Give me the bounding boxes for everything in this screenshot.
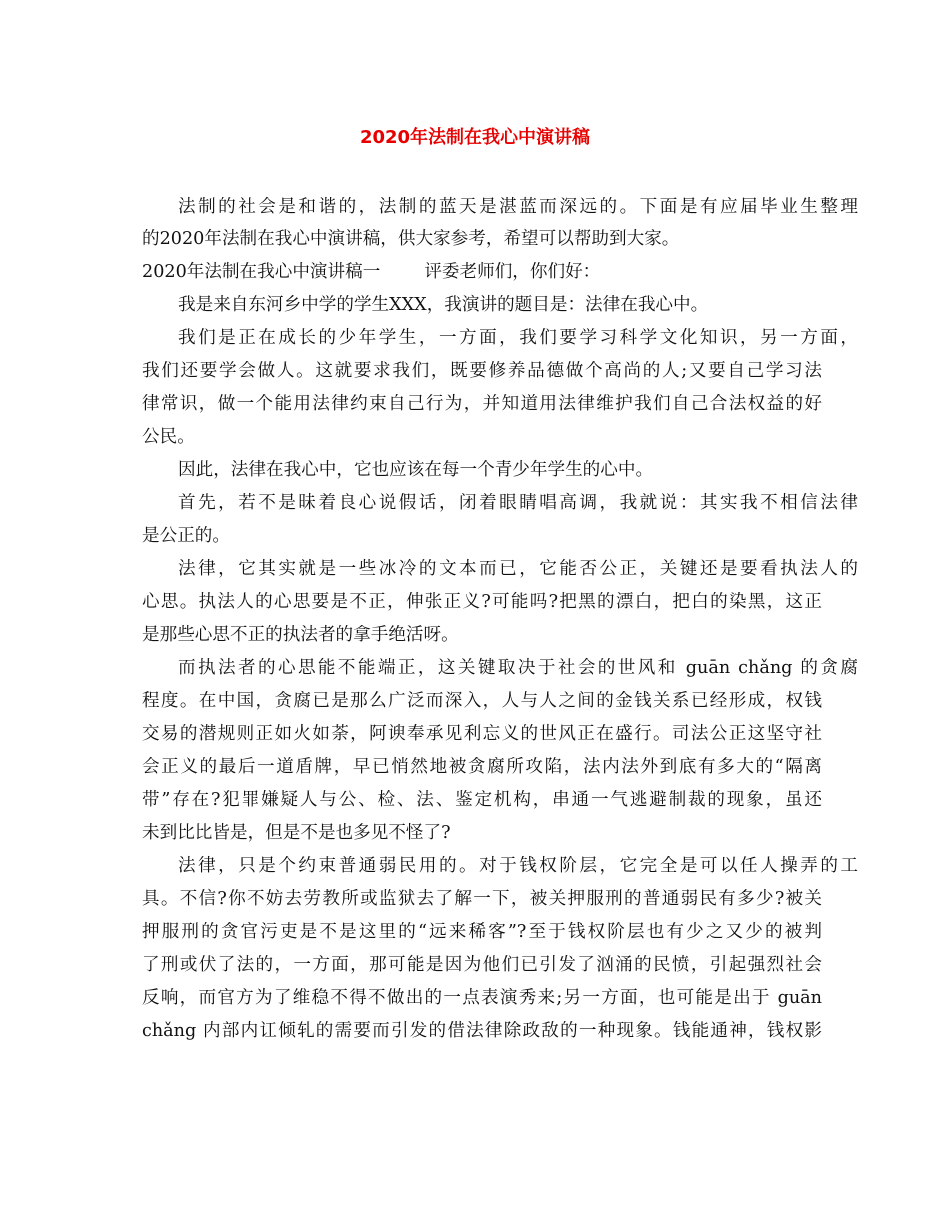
paragraph-line: 押服刑的贪官污吏是不是这里的“远来稀客”?至于钱权阶层也有少之又少的被判	[142, 922, 822, 942]
paragraph-line: 程度。在中国，贪腐已是那么广泛而深入，人与人之间的金钱关系已经形成，权钱	[142, 691, 822, 711]
paragraph-line: 因此，法律在我心中，它也应该在每一个青少年学生的心中。	[178, 460, 654, 480]
paragraph-line: 反响，而官方为了维稳不得不做出的一点表演秀来;另一方面，也可能是出于 guān	[142, 988, 822, 1008]
paragraph-line: 的2020年法制在我心中演讲稿，供大家参考，希望可以帮助到大家。	[142, 229, 680, 249]
paragraph-line: 具。不信?你不妨去劳教所或监狱去了解一下，被关押服刑的普通弱民有多少?被关	[142, 889, 822, 909]
document-title: 2020年法制在我心中演讲稿	[359, 127, 591, 148]
paragraph-line: 我是来自东河乡中学的学生XXX，我演讲的题目是：法律在我心中。	[178, 295, 709, 315]
paragraph-line: 法律，只是个约束普通弱民用的。对于钱权阶层，它完全是可以任人操弄的工	[178, 856, 858, 876]
section-heading-line	[142, 256, 822, 288]
paragraph-line: 了刑或伏了法的，一方面，那可能是因为他们已引发了汹涌的民愤，引起强烈社会	[142, 955, 822, 975]
paragraph-line: 是那些心思不正的执法者的拿手绝活呀。	[142, 625, 459, 645]
paragraph-line: 是公正的。	[142, 526, 230, 546]
paragraph-line: 我们是正在成长的少年学生，一方面，我们要学习科学文化知识，另一方面，	[178, 328, 858, 348]
paragraph-line: 首先，若不是昧着良心说假话，闭着眼睛唱高调，我就说：其实我不相信法律	[178, 493, 858, 513]
paragraph-line: 会正义的最后一道盾牌，早已悄然地被贪腐所攻陷，法内法外到底有多大的“隔离	[142, 757, 822, 777]
paragraph-line: 法制的社会是和谐的，法制的蓝天是湛蓝而深远的。下面是有应届毕业生整理	[178, 197, 858, 217]
paragraph-line: 律常识，做一个能用法律约束自己行为，并知道用法律维护我们自己合法权益的好	[142, 394, 822, 414]
section-heading: 2020年法制在我心中演讲稿一	[142, 262, 381, 282]
paragraph-line: 法律，它其实就是一些冰冷的文本而已，它能否公正，关键还是要看执法人的	[178, 559, 858, 579]
paragraph-line: 公民。	[142, 427, 195, 447]
salutation: 评委老师们，你们好：	[424, 262, 601, 282]
paragraph-line: 交易的潜规则正如火如荼，阿谀奉承见利忘义的世风正在盛行。司法公正这坚守社	[142, 724, 822, 744]
paragraph-line: 未到比比皆是，但是不是也多见不怪了?	[142, 823, 451, 843]
paragraph-line: 心思。执法人的心思要是不正，伸张正义?可能吗?把黑的漂白，把白的染黑，这正	[142, 592, 822, 612]
paragraph-line: 而执法者的心思能不能端正，这关键取决于社会的世风和 guān chǎng 的贪腐	[178, 658, 858, 678]
paragraph-line: chǎng 内部内讧倾轧的需要而引发的借法律除政敌的一种现象。钱能通神，钱权影	[142, 1021, 822, 1041]
paragraph-line: 我们还要学会做人。这就要求我们，既要修养品德做个高尚的人;又要自己学习法	[142, 361, 822, 381]
paragraph-line: 带”存在?犯罪嫌疑人与公、检、法、鉴定机构，串通一气逃避制裁的现象，虽还	[142, 790, 822, 810]
